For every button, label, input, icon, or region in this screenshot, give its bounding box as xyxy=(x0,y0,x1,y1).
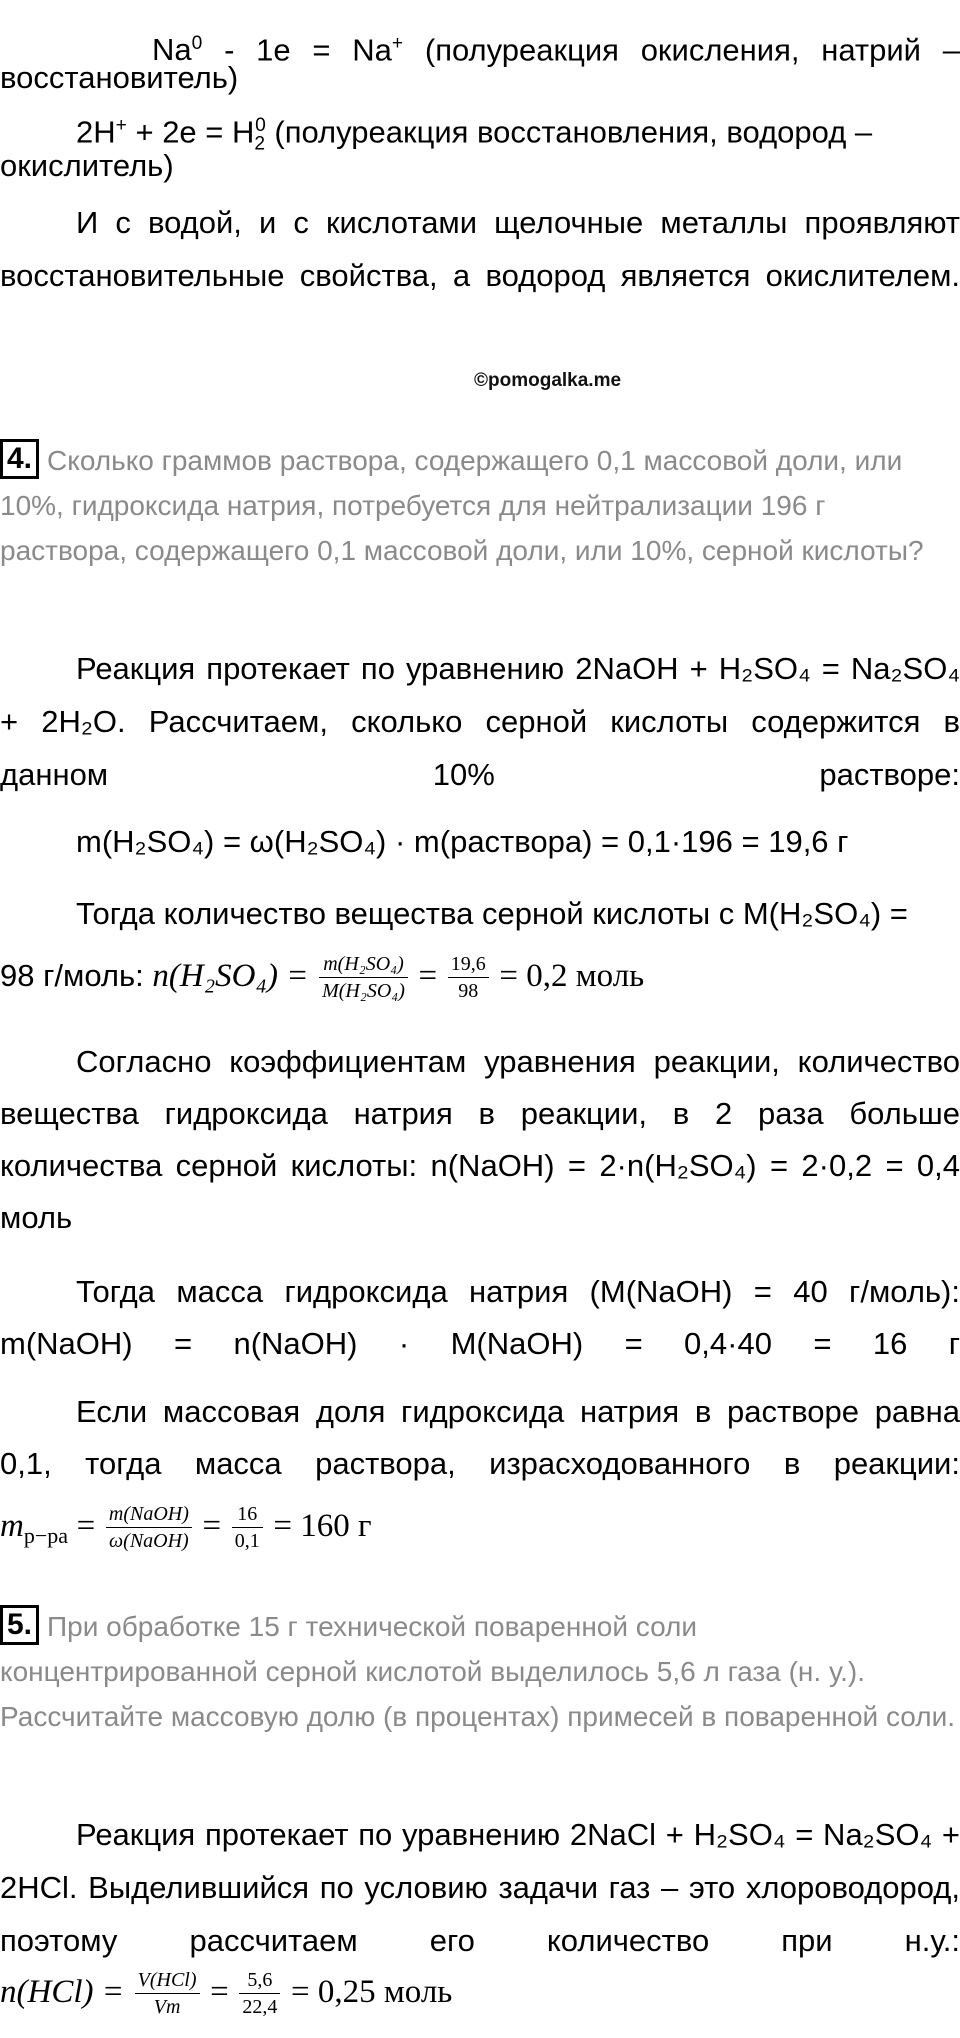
task-4-moles-formula: 98 г/моль: n(H₂SO₄) = $\frac{\text{m(H₂SO₄)}}{\text{M(H₂SO₄)}}$ = $\frac{19,6}{98}$ = 0,2 моль xyxy=(0,953,645,1003)
conclusion-paragraph: И с водой, и с кислотами щелочные металлы проявляют восстановительные свойства, а водород является окислителем. xyxy=(0,205,960,293)
task-4-naoh-mass-paragraph: Тогда масса гидроксида натрия (M(NaOH) = 40 г/моль): m(NaOH) = n(NaOH) · M(NaOH) = 0,4·40 = 16 г xyxy=(0,1274,960,1361)
half-reaction-oxidation: Na$^0$ - 1e = Na+ (полуреакция окисления, натрий – xyxy=(152,32,960,68)
half-reaction-oxidation-cont: восстановитель) xyxy=(0,60,239,95)
task-4-reaction-paragraph: Реакция протекает по уравнению 2NaOH + H₂SO₄ = Na₂SO₄ + 2H₂O. Рассчитаем, сколько серной кислоты содержится в данном 10% растворе: xyxy=(0,651,960,792)
task-5-statement: 5. При обработке 15 г технической поваренной соли концентрированной серной кислотой выделилось 5,6 л газа (н. у.). Рассчитайте массовую долю (в процентах) примесей в поваренной соли. xyxy=(0,1604,960,1739)
half-reaction-reduction: $2H^+ + 2e = H_2^0$ (полуреакция восстановления, водород – xyxy=(76,114,873,155)
task-5-reaction-paragraph: Реакция протекает по уравнению 2NaCl + H₂SO₄ = Na₂SO₄ + 2HCl. Выделившийся по условию задачи газ – это хлороводород, поэтому рассчитаем его количество при н.у.: xyxy=(0,1817,960,1958)
half-reaction-reduction-cont: окислитель) xyxy=(0,148,174,183)
fraction: $\frac{16}{0,1}$ xyxy=(232,1501,263,1554)
task-4-moles-line: Тогда количество вещества серной кислоты с M(H₂SO₄) = xyxy=(76,896,908,931)
task-4-number: 4. xyxy=(0,439,39,479)
task-4-solution-mass-formula: $m_{р-ра}$ = $\frac{\text{m(NaOH)}}{\text{ω(NaOH)}}$ = $\frac{16}{0,1}$ = 160 г xyxy=(0,1503,372,1553)
fraction: $\frac{19,6}{98}$ xyxy=(448,951,489,1004)
fraction: $\frac{\text{m(NaOH)}}{\text{ω(NaOH)}}$ xyxy=(106,1501,192,1554)
task-4-coefficients-paragraph: Согласно коэффициентам уравнения реакции, количество вещества гидроксида натрия в реакции, в 2 раза больше количества серной кислоты: n(NaOH) = 2·n(H₂SO₄) = 2·0,2 = 0,4 моль xyxy=(0,1044,960,1235)
fraction: $\frac{5,6}{22,4}$ xyxy=(239,1967,280,2020)
task-4-statement: 4. Сколько граммов раствора, содержащего 0,1 массовой доли, или 10%, гидроксида натрия, потребуется для нейтрализации 196 г раствора, содержащего 0,1 массовой доли, или 10%, серной кислоты? xyxy=(0,438,960,573)
task-5-moles-formula: n(HCl) = $\frac{\text{V(HCl)}}{Vm}$ = $\frac{5,6}{22,4}$ = 0,25 моль xyxy=(0,1969,453,2019)
task-4-solution-mass-paragraph: Если массовая доля гидроксида натрия в растворе равна 0,1, тогда масса раствора, израсходованного в реакции: xyxy=(0,1394,960,1481)
fraction: $\frac{\text{m(H₂SO₄)}}{\text{M(H₂SO₄)}}$ xyxy=(319,951,408,1004)
fraction: $\frac{\text{V(HCl)}}{Vm}$ xyxy=(135,1967,200,2020)
task-4-mass-formula: m(H₂SO₄) = ω(H₂SO₄) · m(раствора) = 0,1·196 = 19,6 г xyxy=(76,824,849,859)
task-5-number: 5. xyxy=(0,1605,39,1645)
watermark: ©pomogalka.me xyxy=(474,370,622,391)
